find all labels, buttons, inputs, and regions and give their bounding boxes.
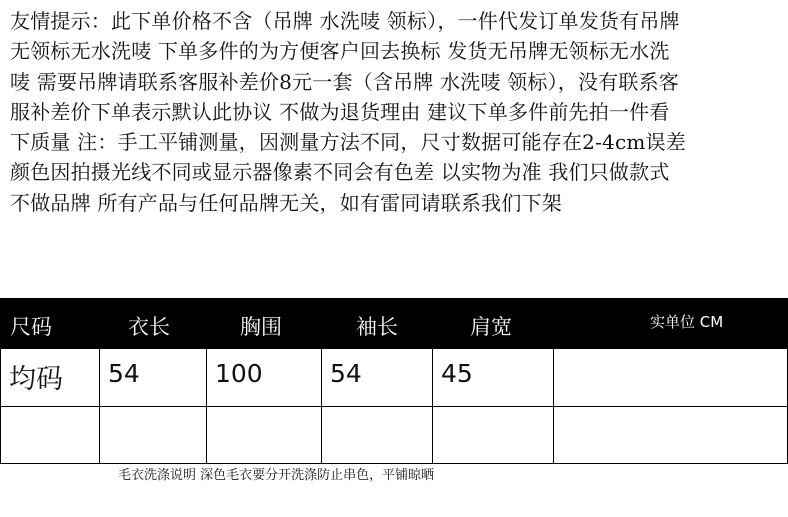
table-cell <box>321 407 433 464</box>
notice-line: 友情提示：此下单价格不含（吊牌 水洗唛 领标），一件代发订单发货有吊牌 <box>10 9 680 33</box>
table-cell <box>553 349 788 407</box>
header-chest: 胸围 <box>240 315 282 339</box>
size-table-header <box>0 298 788 349</box>
table-cell <box>553 407 788 464</box>
cell-shoulder: 45 <box>441 359 473 388</box>
cell-length: 54 <box>108 359 140 388</box>
table-cell <box>0 349 100 407</box>
cell-size: 均码 <box>9 364 63 395</box>
table-cell <box>99 407 207 464</box>
table-cell <box>206 349 322 407</box>
notice-line: 颜色因拍摄光线不同或显示器像素不同会有色差 以实物为准 我们只做款式 <box>10 160 670 185</box>
size-table-body <box>0 349 788 464</box>
table-cell <box>321 349 433 407</box>
cell-chest: 100 <box>215 359 263 388</box>
header-sleeve: 袖长 <box>356 315 398 339</box>
header-length: 衣长 <box>128 315 170 339</box>
notice-text <box>10 6 786 218</box>
notice-line: 服补差价下单表示默认此协议 不做为退货理由 建议下单多件前先拍一件看 <box>10 99 670 124</box>
care-note: 毛衣洗涤说明 深色毛衣要分开洗涤防止串色，平铺晾晒 <box>118 468 435 483</box>
table-cell <box>99 349 207 407</box>
table-cell <box>0 407 100 464</box>
header-unit: 实单位 CM <box>650 313 724 331</box>
notice-line: 唛 需要吊牌请联系客服补差价8元一套（含吊牌 水洗唛 领标），没有联系客 <box>10 69 679 94</box>
header-size: 尺码 <box>10 315 52 339</box>
table-cell <box>432 407 554 464</box>
notice-line: 下质量 注：手工平铺测量，因测量方法不同，尺寸数据可能存在2-4cm误差 <box>10 130 686 155</box>
table-cell <box>206 407 322 464</box>
size-table <box>0 298 788 464</box>
cell-sleeve: 54 <box>330 359 362 388</box>
notice-line: 不做品牌 所有产品与任何品牌无关，如有雷同请联系我们下架 <box>10 190 562 215</box>
table-cell <box>432 349 554 407</box>
header-shoulder: 肩宽 <box>470 315 512 339</box>
notice-line: 无领标无水洗唛 下单多件的为方便客户回去换标 发货无吊牌无领标无水洗 <box>10 39 670 64</box>
